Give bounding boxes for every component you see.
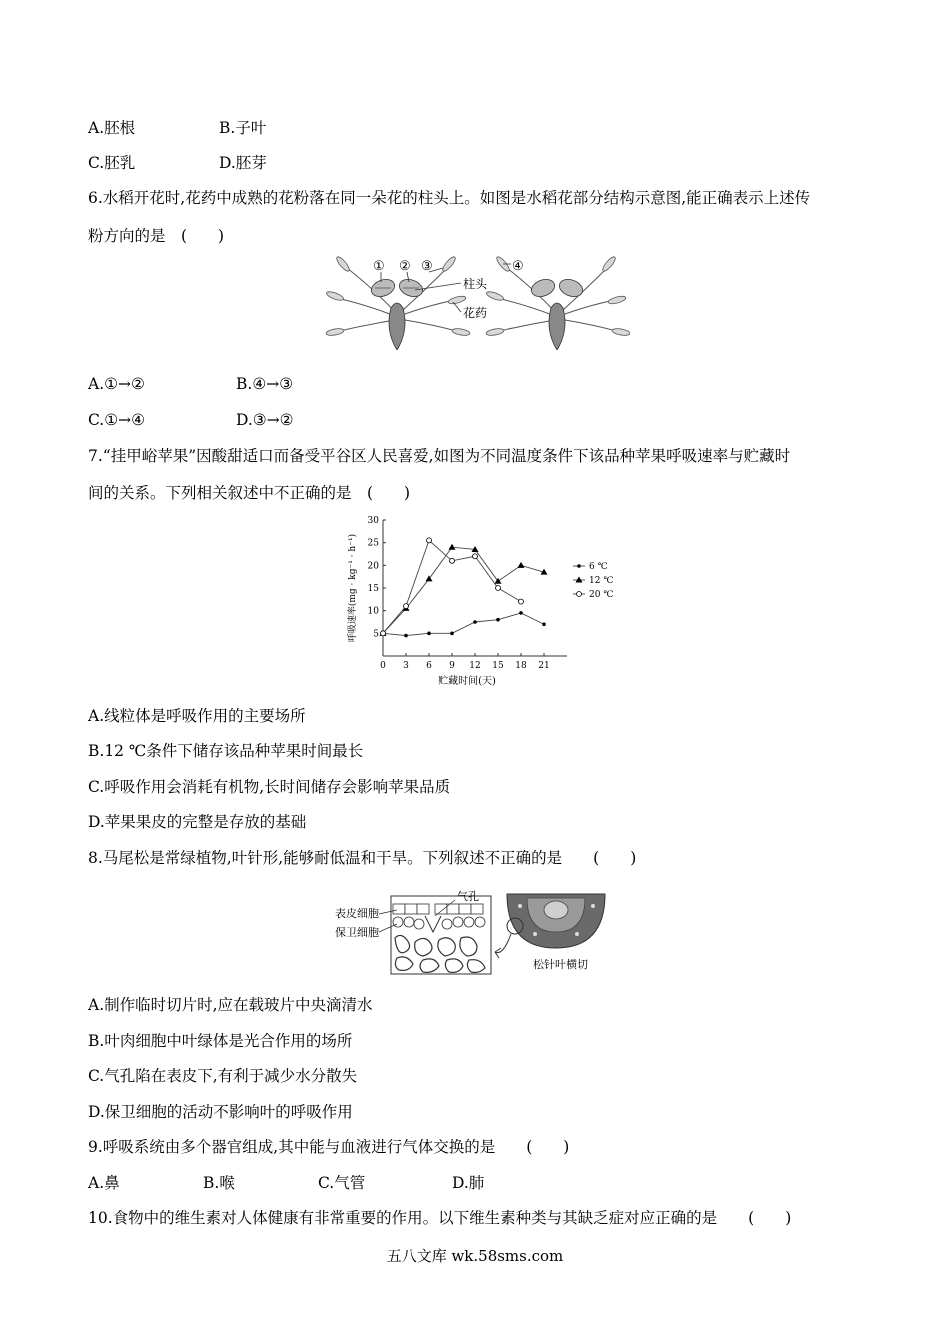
q8-stem-line1: 8.马尾松是常绿植物,叶针形,能够耐低温和干旱。下列叙述不正确的是 ( ) <box>88 849 637 867</box>
chart-y-tick-label: 20 <box>367 561 379 572</box>
chart-x-tick-label: 12 <box>469 661 481 671</box>
chart-x-tick-label: 3 <box>403 661 409 671</box>
chart-y-tick-label: 10 <box>367 606 379 617</box>
chart-y-tick-label: 25 <box>367 538 379 549</box>
chart-x-tick-label: 0 <box>380 661 386 671</box>
marker-4: ④ <box>512 259 524 274</box>
chart-point <box>542 622 546 626</box>
chart-point <box>404 634 408 638</box>
chart-point <box>381 631 386 636</box>
chart-x-tick-label: 18 <box>515 661 527 671</box>
q6-option-b: B.④→③ <box>236 375 294 393</box>
chart-point <box>577 592 582 597</box>
q7-option-c: C.呼吸作用会消耗有机物,长时间储存会影响苹果品质 <box>88 778 451 796</box>
q7-stem-line2: 间的关系。下列相关叙述中不正确的是 ( ) <box>88 484 411 502</box>
chart-legend-label: 6 ℃ <box>589 562 608 572</box>
chart-point <box>473 620 477 624</box>
chart-legend-label: 20 ℃ <box>589 590 614 600</box>
chart-legend-label: 12 ℃ <box>589 576 614 586</box>
q8-option-a: A.制作临时切片时,应在载玻片中央滴清水 <box>88 996 373 1014</box>
marker-1: ① <box>373 259 385 274</box>
q6-option-c: C.①→④ <box>88 411 146 429</box>
pine-needle-figure <box>335 886 615 978</box>
marker-3: ③ <box>421 259 433 274</box>
chart-point <box>427 538 432 543</box>
label-stigma: 柱头 <box>463 277 488 291</box>
q6-option-d: D.③→② <box>236 411 294 429</box>
q6-stem-line2: 粉方向的是 ( ) <box>88 227 225 245</box>
label-epidermis: 表皮细胞 <box>335 907 379 920</box>
chart-point <box>519 599 524 604</box>
chart-point <box>495 578 502 584</box>
q9-option-d: D.肺 <box>452 1174 485 1192</box>
q5-option-b: B.子叶 <box>219 119 267 137</box>
chart-point <box>496 618 500 622</box>
q6-stem-line1: 6.水稻开花时,花药中成熟的花粉落在同一朵花的柱头上。如图是水稻花部分结构示意图,能正确表示上述传 <box>88 189 811 207</box>
chart-xlabel: 贮藏时间(天) <box>438 676 496 687</box>
q7-option-a: A.线粒体是呼吸作用的主要场所 <box>88 707 306 725</box>
chart-x-tick-label: 9 <box>449 661 455 671</box>
page-footer: 五八文库 wk.58sms.com <box>386 1247 564 1265</box>
chart-series-line <box>383 613 544 636</box>
q9-stem-line1: 9.呼吸系统由多个器官组成,其中能与血液进行气体交换的是 ( ) <box>88 1138 570 1156</box>
chart-y-tick-label: 15 <box>367 584 379 594</box>
chart-point <box>519 611 523 615</box>
label-caption: 松针叶横切 <box>533 958 588 971</box>
chart-series-line <box>383 547 544 633</box>
chart-point <box>426 575 433 581</box>
q7-stem-line1: 7.“挂甲峪苹果”因酸甜适口而备受平谷区人民喜爱,如图为不同温度条件下该品种苹果呼吸速率与贮藏时 <box>88 447 791 465</box>
q5-option-a: A.胚根 <box>88 119 136 137</box>
q5-option-d: D.胚芽 <box>219 154 267 172</box>
chart-point <box>449 544 456 550</box>
chart-y-tick-label: 30 <box>367 516 379 526</box>
chart-point <box>518 562 525 568</box>
chart-point <box>450 558 455 563</box>
chart-x-tick-label: 6 <box>426 661 432 671</box>
chart-point <box>450 632 454 636</box>
q8-option-b: B.叶肉细胞中叶绿体是光合作用的场所 <box>88 1032 353 1050</box>
respiration-rate-chart <box>345 508 615 690</box>
q8-option-d: D.保卫细胞的活动不影响叶的呼吸作用 <box>88 1103 353 1121</box>
q9-option-b: B.喉 <box>203 1174 235 1192</box>
chart-y-tick-label: 5 <box>373 629 379 640</box>
q9-option-a: A.鼻 <box>88 1174 120 1192</box>
chart-point <box>427 632 431 636</box>
chart-point <box>576 577 583 583</box>
q7-option-b: B.12 ℃条件下储存该品种苹果时间最长 <box>88 742 364 760</box>
q8-option-c: C.气孔陷在表皮下,有利于减少水分散失 <box>88 1067 358 1085</box>
q10-stem-line1: 10.食物中的维生素对人体健康有非常重要的作用。以下维生素种类与其缺乏症对应正确的是 ( ) <box>88 1209 792 1227</box>
q5-option-c: C.胚乳 <box>88 154 136 172</box>
q9-option-c: C.气管 <box>318 1174 366 1192</box>
label-guard-cell: 保卫细胞 <box>335 926 379 939</box>
marker-2: ② <box>399 259 411 274</box>
chart-point <box>496 586 501 591</box>
chart-x-tick-label: 21 <box>538 661 550 671</box>
chart-x-tick-label: 15 <box>492 661 504 671</box>
chart-point <box>577 564 581 568</box>
q6-option-a: A.①→② <box>88 375 145 393</box>
q7-option-d: D.苹果果皮的完整是存放的基础 <box>88 813 307 831</box>
rice-flower-figure <box>325 250 630 350</box>
chart-point <box>473 554 478 559</box>
chart-ylabel: 呼吸速率(mg · kg⁻¹ · h⁻¹) <box>348 533 358 643</box>
label-stomata: 气孔 <box>457 890 479 903</box>
label-anther: 花药 <box>463 306 488 320</box>
chart-point <box>404 604 409 609</box>
